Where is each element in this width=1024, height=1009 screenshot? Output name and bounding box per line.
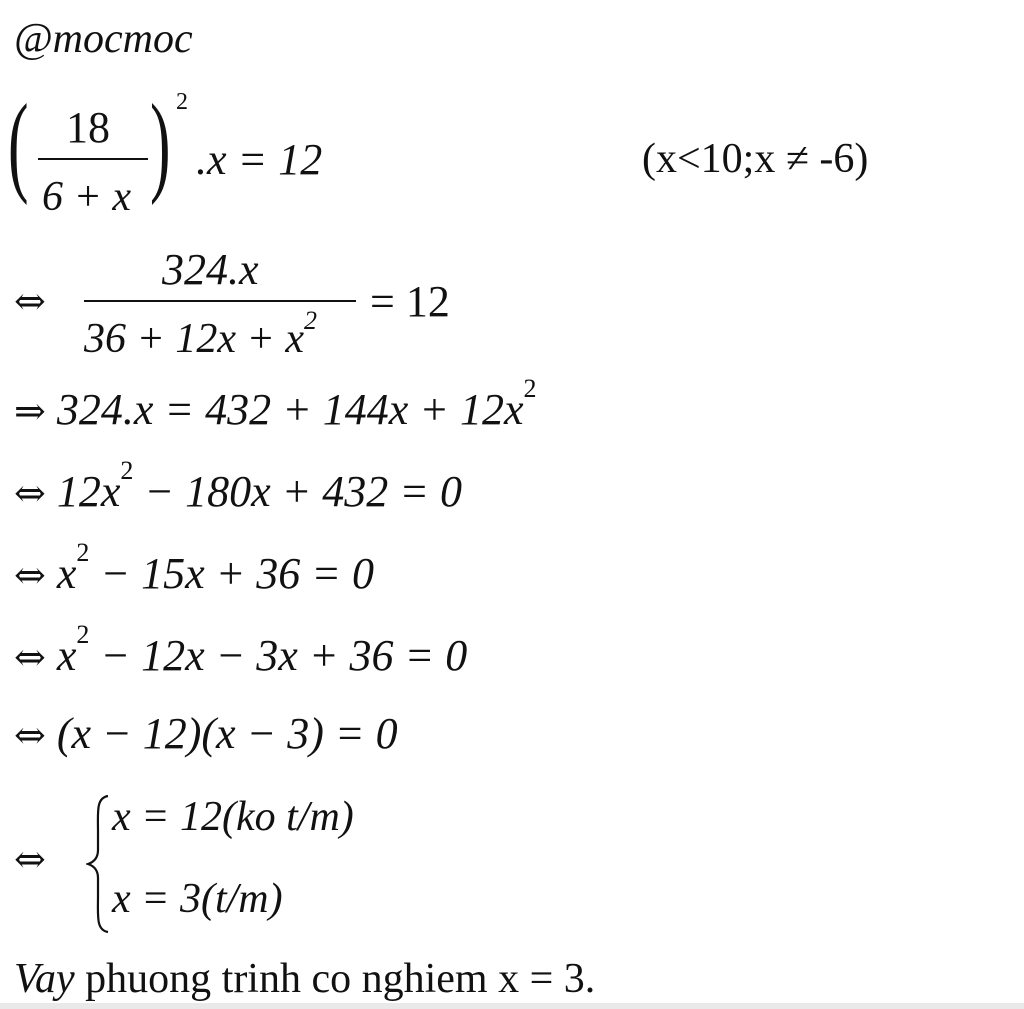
equation-4 [14, 456, 462, 516]
implication-arrow-icon: ⇒ [14, 389, 46, 433]
eq3-exp: 2 [523, 374, 537, 403]
author-tag: @mocmoc [14, 16, 193, 62]
eq1-numerator: 18 [66, 103, 110, 152]
conclusion-rest: phuong trinh co nghiem x = 3. [74, 956, 596, 1002]
right-paren: ) [150, 82, 171, 206]
conclusion [14, 958, 595, 1000]
equivalence-arrow-icon: ⇔ [14, 837, 46, 881]
equation-5 [14, 538, 374, 598]
eq1-fraction-bar [38, 158, 148, 160]
eq5-post: − 15x + 36 = 0 [89, 549, 374, 598]
eq4-exp: 2 [120, 456, 134, 485]
eq1-exponent: 2 [176, 89, 188, 115]
bottom-divider [0, 1003, 1024, 1009]
eq6-exp: 2 [76, 620, 90, 649]
eq6-post: − 12x − 3x + 36 = 0 [89, 631, 468, 680]
equation-3 [14, 374, 537, 434]
curly-brace-icon [86, 792, 112, 936]
eq2-denominator [84, 306, 317, 362]
eq3-text: 324.x = 432 + 144x + 12x [56, 385, 524, 434]
eq2-numerator: 324.x [162, 245, 259, 294]
conclusion-word: Vay [14, 956, 75, 1002]
eq2-fraction-bar [84, 300, 356, 302]
eq2-denominator-exp: 2 [303, 306, 317, 335]
eq7-text: (x − 12)(x − 3) = 0 [56, 709, 398, 758]
eq4-pre: 12x [56, 467, 121, 516]
eq8-case-2: x = 3(t/m) [112, 876, 283, 922]
eq2-rest: = 12 [370, 277, 450, 326]
eq4-post: − 180x + 432 = 0 [133, 467, 462, 516]
equivalence-arrow-icon: ⇔ [14, 713, 46, 757]
equation-7 [14, 709, 398, 758]
equivalence-arrow-icon: ⇔ [14, 553, 46, 597]
equivalence-arrow-icon: ⇔ [14, 635, 46, 679]
equivalence-arrow-icon: ⇔ [14, 471, 46, 515]
eq5-pre: x [56, 549, 77, 598]
left-paren: ( [8, 82, 29, 206]
equivalence-arrow-icon: ⇔ [14, 279, 46, 323]
eq8-case-1: x = 12(ko t/m) [112, 794, 354, 840]
eq2-denominator-text: 36 + 12x + x [84, 316, 304, 362]
eq1-condition: (x<10;x ≠ -6) [642, 136, 869, 182]
eq5-exp: 2 [76, 538, 90, 567]
equation-6 [14, 620, 468, 680]
eq6-pre: x [56, 631, 77, 680]
eq1-rest: .x = 12 [196, 135, 323, 184]
eq1-denominator: 6 + x [42, 174, 131, 220]
